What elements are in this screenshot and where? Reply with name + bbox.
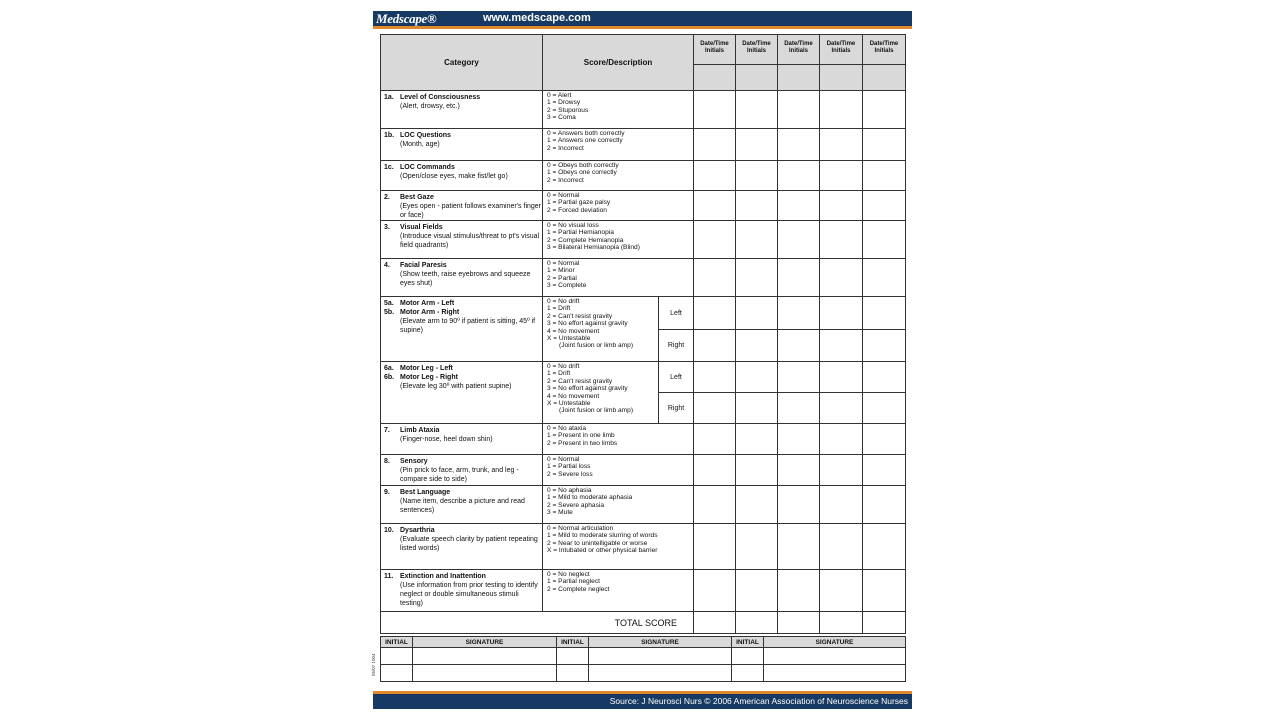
score-option: 1 = Mild to moderate slurring of words bbox=[547, 532, 658, 540]
score-entry-cell[interactable] bbox=[736, 424, 778, 455]
score-option: 0 = No ataxia bbox=[547, 425, 587, 432]
item-number: 6a. bbox=[384, 365, 394, 372]
item-instructions: (Eyes open - patient follows examiner's finger or face) bbox=[400, 203, 542, 219]
score-entry-cell[interactable] bbox=[778, 612, 820, 634]
score-header: Score/Description bbox=[543, 35, 694, 91]
item-name: Facial Paresis bbox=[400, 262, 447, 269]
score-option: 2 = Present in two limbs bbox=[547, 439, 618, 447]
item-name: Sensory bbox=[400, 458, 428, 465]
score-option: 2 = Stuporous bbox=[547, 106, 589, 114]
score-entry-cell[interactable] bbox=[820, 191, 863, 221]
score-option: 0 = No aphasia bbox=[547, 487, 592, 494]
category-label bbox=[384, 93, 542, 102]
signature-field[interactable] bbox=[764, 665, 906, 682]
score-entry-cell[interactable] bbox=[820, 297, 863, 330]
initial-field[interactable] bbox=[557, 665, 589, 682]
initial-header: INITIAL bbox=[557, 637, 589, 648]
scale-row bbox=[381, 91, 906, 129]
item-number: 8. bbox=[384, 458, 390, 465]
score-entry-cell[interactable] bbox=[863, 191, 906, 221]
score-option: 3 = Mute bbox=[547, 509, 573, 517]
scale-row bbox=[381, 486, 906, 524]
datetime-header: Date/Time Initials bbox=[736, 35, 778, 65]
score-entry-cell[interactable] bbox=[694, 330, 736, 362]
score-entry-cell[interactable] bbox=[863, 486, 906, 524]
item-number: 7. bbox=[384, 427, 390, 434]
item-instructions: (Elevate arm to 90º if patient is sitting, 45º if supine) bbox=[400, 318, 536, 334]
score-option: 2 = Partial bbox=[547, 274, 577, 282]
score-entry-cell[interactable] bbox=[863, 362, 906, 393]
item-instructions: (Pin prick to face, arm, trunk, and leg - compare side to side) bbox=[400, 467, 519, 483]
item-instructions: (Introduce visual stimulus/threat to pt's visual field quadrants) bbox=[400, 233, 540, 249]
score-entry-cell[interactable] bbox=[778, 424, 820, 455]
score-entry-cell[interactable] bbox=[694, 570, 736, 612]
signature-field[interactable] bbox=[413, 648, 557, 665]
score-option: 2 = Can't resist gravity bbox=[547, 377, 613, 385]
item-number: 5a. bbox=[384, 300, 394, 307]
score-option: 0 = No drift bbox=[547, 363, 580, 370]
score-entry-cell[interactable] bbox=[736, 129, 778, 161]
score-entry-cell[interactable] bbox=[736, 297, 778, 330]
item-name: Best Gaze bbox=[400, 194, 434, 201]
item-instructions: (Use information from prior testing to identify neglect or double simultaneous stimuli testing) bbox=[400, 582, 538, 607]
score-entry-cell[interactable] bbox=[863, 424, 906, 455]
initial-field[interactable] bbox=[381, 648, 413, 665]
item-instructions: (Open/close eyes, make fist/let go) bbox=[400, 173, 508, 180]
site-url[interactable]: www.medscape.com bbox=[483, 12, 591, 24]
item-number: 2. bbox=[384, 194, 390, 201]
item-number: 11. bbox=[384, 573, 394, 580]
datetime-header: Date/Time Initials bbox=[820, 35, 863, 65]
score-entry-cell[interactable] bbox=[694, 524, 736, 570]
score-note: (Joint fusion or limb amp) bbox=[559, 407, 634, 415]
category-cell bbox=[381, 161, 543, 191]
scale-row bbox=[381, 570, 906, 612]
score-entry-cell[interactable] bbox=[863, 393, 906, 424]
score-entry-cell[interactable] bbox=[694, 297, 736, 330]
score-option: 1 = Minor bbox=[547, 267, 575, 275]
score-entry-cell[interactable] bbox=[694, 455, 736, 486]
scale-row bbox=[381, 161, 906, 191]
medscape-logo: Medscape® bbox=[376, 11, 437, 26]
score-description-cell bbox=[543, 524, 694, 570]
score-description-cell bbox=[543, 221, 694, 259]
scale-row bbox=[381, 455, 906, 486]
score-description-cell bbox=[543, 91, 694, 129]
score-option: 3 = Bilateral Hemianopia (Blind) bbox=[547, 244, 640, 252]
signature-field[interactable] bbox=[589, 648, 732, 665]
score-option: 4 = No movement bbox=[547, 392, 600, 400]
score-entry-cell[interactable] bbox=[863, 129, 906, 161]
item-name: Extinction and Inattention bbox=[400, 573, 486, 580]
category-label bbox=[384, 261, 542, 270]
signature-header: SIGNATURE bbox=[589, 637, 732, 648]
motor_arm-row bbox=[381, 297, 906, 330]
score-entry-cell[interactable] bbox=[820, 161, 863, 191]
item-number: 9. bbox=[384, 489, 390, 496]
score-entry-cell[interactable] bbox=[736, 455, 778, 486]
item-number: 10. bbox=[384, 527, 394, 534]
score-entry-cell[interactable] bbox=[820, 455, 863, 486]
category-label bbox=[384, 308, 542, 317]
score-option: X = Intubated or other physical barrier bbox=[547, 547, 658, 555]
score-entry-cell[interactable] bbox=[736, 362, 778, 393]
score-option: 2 = Incorrect bbox=[547, 144, 584, 152]
category-label bbox=[384, 131, 542, 140]
score-entry-cell[interactable] bbox=[694, 393, 736, 424]
score-entry-cell[interactable] bbox=[778, 221, 820, 259]
score-option: 2 = Complete Hemianopia bbox=[547, 236, 624, 244]
score-entry-cell[interactable] bbox=[736, 612, 778, 634]
score-description-cell bbox=[543, 129, 694, 161]
score-entry-cell[interactable] bbox=[694, 191, 736, 221]
scale-row bbox=[381, 221, 906, 259]
item-number: 1a. bbox=[384, 94, 394, 101]
score-entry-cell[interactable] bbox=[778, 486, 820, 524]
score-entry-cell[interactable] bbox=[694, 259, 736, 297]
score-entry-cell[interactable] bbox=[820, 524, 863, 570]
score-entry-cell[interactable] bbox=[694, 424, 736, 455]
score-option: 4 = No movement bbox=[547, 327, 600, 335]
item-number: 1c. bbox=[384, 164, 394, 171]
score-option: 2 = Can't resist gravity bbox=[547, 312, 613, 320]
datetime-entry[interactable] bbox=[778, 65, 820, 91]
score-note: (Joint fusion or limb amp) bbox=[559, 342, 634, 350]
score-entry-cell[interactable] bbox=[694, 486, 736, 524]
item-instructions: (Show teeth, raise eyebrows and squeeze eyes shut) bbox=[400, 271, 531, 287]
datetime-entry[interactable] bbox=[863, 65, 906, 91]
score-entry-cell[interactable] bbox=[694, 362, 736, 393]
score-description-cell bbox=[543, 259, 694, 297]
category-label bbox=[384, 457, 542, 466]
item-name: Motor Leg - Left bbox=[400, 365, 453, 372]
initial-header: INITIAL bbox=[732, 637, 764, 648]
form-code: 05/07 1004 bbox=[371, 653, 376, 677]
score-entry-cell[interactable] bbox=[778, 297, 820, 330]
item-name: Dysarthria bbox=[400, 527, 435, 534]
total-row bbox=[381, 612, 906, 634]
item-instructions: (Elevate leg 30º with patient supine) bbox=[400, 383, 512, 390]
category-label bbox=[384, 488, 542, 497]
initial-field[interactable] bbox=[732, 665, 764, 682]
score-entry-cell[interactable] bbox=[820, 221, 863, 259]
score-entry-cell[interactable] bbox=[736, 524, 778, 570]
category-label bbox=[384, 163, 542, 172]
score-option: 0 = Normal articulation bbox=[547, 525, 614, 532]
category-header: Category bbox=[381, 35, 543, 91]
score-entry-cell[interactable] bbox=[736, 91, 778, 129]
score-entry-cell[interactable] bbox=[694, 221, 736, 259]
score-entry-cell[interactable] bbox=[736, 161, 778, 191]
item-number: 5b. bbox=[384, 309, 395, 316]
score-option: 1 = Drift bbox=[547, 305, 571, 313]
item-name: Best Language bbox=[400, 489, 451, 496]
score-entry-cell[interactable] bbox=[820, 570, 863, 612]
category-label bbox=[384, 223, 542, 232]
score-entry-cell[interactable] bbox=[694, 612, 736, 634]
category-cell bbox=[381, 455, 543, 486]
score-entry-cell[interactable] bbox=[736, 393, 778, 424]
signature-field[interactable] bbox=[764, 648, 906, 665]
score-option: 2 = Complete neglect bbox=[547, 585, 610, 593]
category-cell bbox=[381, 259, 543, 297]
score-option: X = Untestable bbox=[547, 335, 591, 343]
stroke-scale-sheet bbox=[373, 11, 912, 706]
score-option: 2 = Severe loss bbox=[547, 470, 593, 478]
motor_leg-row bbox=[381, 362, 906, 393]
score-entry-cell[interactable] bbox=[694, 161, 736, 191]
category-label bbox=[384, 299, 542, 308]
score-option: 2 = Severe aphasia bbox=[547, 501, 605, 509]
score-entry-cell[interactable] bbox=[778, 330, 820, 362]
signature-header: SIGNATURE bbox=[413, 637, 557, 648]
score-description-cell bbox=[543, 570, 694, 612]
category-label bbox=[384, 373, 542, 382]
score-option: 1 = Mild to moderate aphasia bbox=[547, 494, 633, 502]
signature-field[interactable] bbox=[413, 665, 557, 682]
score-entry-cell[interactable] bbox=[820, 393, 863, 424]
score-option: 0 = Normal bbox=[547, 456, 580, 463]
category-cell bbox=[381, 486, 543, 524]
category-cell bbox=[381, 91, 543, 129]
score-option: 0 = No drift bbox=[547, 298, 580, 305]
score-description-cell bbox=[543, 297, 659, 362]
datetime-header: Date/Time Initials bbox=[778, 35, 820, 65]
score-entry-cell[interactable] bbox=[820, 259, 863, 297]
score-option: 0 = Normal bbox=[547, 260, 580, 267]
score-entry-cell[interactable] bbox=[863, 455, 906, 486]
score-entry-cell[interactable] bbox=[694, 91, 736, 129]
category-label bbox=[384, 426, 542, 435]
score-entry-cell[interactable] bbox=[863, 297, 906, 330]
score-entry-cell[interactable] bbox=[778, 91, 820, 129]
item-instructions: (Evaluate speech clarity by patient repeating listed words) bbox=[400, 536, 538, 552]
score-option: 1 = Partial gaze palsy bbox=[547, 199, 611, 207]
item-number: 6b. bbox=[384, 374, 395, 381]
score-entry-cell[interactable] bbox=[820, 129, 863, 161]
score-option: 0 = Alert bbox=[547, 92, 572, 99]
score-description-cell bbox=[543, 362, 659, 424]
scale-row bbox=[381, 524, 906, 570]
scale-row bbox=[381, 129, 906, 161]
score-option: 1 = Answers one correctly bbox=[547, 137, 623, 145]
score-entry-cell[interactable] bbox=[736, 570, 778, 612]
category-cell bbox=[381, 570, 543, 612]
score-option: X = Untestable bbox=[547, 400, 591, 408]
score-entry-cell[interactable] bbox=[778, 455, 820, 486]
item-instructions: (Finger-nose, heel down shin) bbox=[400, 436, 493, 443]
scale-row bbox=[381, 259, 906, 297]
side-right-label: Right bbox=[659, 393, 694, 424]
score-option: 0 = Obeys both correctly bbox=[547, 162, 619, 169]
side-right-label: Right bbox=[659, 330, 694, 362]
signature-table bbox=[380, 636, 906, 682]
item-name: Motor Arm - Right bbox=[400, 309, 460, 316]
initial-field[interactable] bbox=[557, 648, 589, 665]
score-description-cell bbox=[543, 161, 694, 191]
score-entry-cell[interactable] bbox=[778, 161, 820, 191]
score-entry-cell[interactable] bbox=[736, 259, 778, 297]
item-name: Motor Arm - Left bbox=[400, 300, 455, 307]
score-description-cell bbox=[543, 191, 694, 221]
score-description-cell bbox=[543, 486, 694, 524]
score-description-cell bbox=[543, 455, 694, 486]
score-entry-cell[interactable] bbox=[736, 221, 778, 259]
score-entry-cell[interactable] bbox=[778, 393, 820, 424]
score-option: 3 = No effort against gravity bbox=[547, 320, 628, 328]
score-entry-cell[interactable] bbox=[694, 129, 736, 161]
score-entry-cell[interactable] bbox=[863, 524, 906, 570]
score-option: 2 = Incorrect bbox=[547, 176, 584, 184]
datetime-header: Date/Time Initials bbox=[694, 35, 736, 65]
scale-row bbox=[381, 424, 906, 455]
score-option: 0 = Answers both correctly bbox=[547, 130, 625, 137]
score-entry-cell[interactable] bbox=[736, 191, 778, 221]
score-entry-cell[interactable] bbox=[863, 612, 906, 634]
category-label bbox=[384, 193, 542, 202]
score-option: 3 = Coma bbox=[547, 114, 576, 122]
score-entry-cell[interactable] bbox=[863, 161, 906, 191]
item-number: 1b. bbox=[384, 132, 395, 139]
datetime-entry[interactable] bbox=[820, 65, 863, 91]
signature-field[interactable] bbox=[589, 665, 732, 682]
item-number: 3. bbox=[384, 224, 390, 231]
score-entry-cell[interactable] bbox=[820, 424, 863, 455]
header-bar bbox=[373, 11, 912, 29]
category-label bbox=[384, 364, 542, 373]
side-left-label: Left bbox=[659, 297, 694, 330]
item-number: 4. bbox=[384, 262, 390, 269]
score-option: 0 = No neglect bbox=[547, 571, 590, 578]
scale-table bbox=[380, 34, 906, 634]
item-name: Visual Fields bbox=[400, 224, 443, 231]
score-entry-cell[interactable] bbox=[778, 570, 820, 612]
score-entry-cell[interactable] bbox=[778, 362, 820, 393]
datetime-entry[interactable] bbox=[694, 65, 736, 91]
datetime-entry[interactable] bbox=[736, 65, 778, 91]
initial-field[interactable] bbox=[732, 648, 764, 665]
score-option: 1 = Partial Hemianopia bbox=[547, 229, 614, 237]
category-label bbox=[384, 526, 542, 535]
score-entry-cell[interactable] bbox=[778, 259, 820, 297]
category-cell bbox=[381, 129, 543, 161]
datetime-header: Date/Time Initials bbox=[863, 35, 906, 65]
score-entry-cell[interactable] bbox=[736, 330, 778, 362]
category-cell bbox=[381, 297, 543, 362]
initial-field[interactable] bbox=[381, 665, 413, 682]
scale-row bbox=[381, 191, 906, 221]
score-entry-cell[interactable] bbox=[820, 91, 863, 129]
score-option: 1 = Drowsy bbox=[547, 99, 581, 107]
score-option: 0 = No visual loss bbox=[547, 222, 599, 229]
score-entry-cell[interactable] bbox=[820, 486, 863, 524]
score-option: 2 = Forced deviation bbox=[547, 206, 607, 214]
score-option: 3 = Complete bbox=[547, 282, 587, 290]
total-score-label: TOTAL SCORE bbox=[381, 612, 694, 634]
item-name: Limb Ataxia bbox=[400, 427, 440, 434]
score-option: 2 = Near to unintelligable or worse bbox=[547, 539, 648, 547]
initial-header: INITIAL bbox=[381, 637, 413, 648]
item-instructions: (Month, age) bbox=[400, 141, 440, 148]
item-instructions: (Alert, drowsy, etc.) bbox=[400, 103, 460, 110]
score-option: 1 = Present in one limb bbox=[547, 432, 615, 440]
score-option: 1 = Drift bbox=[547, 370, 571, 378]
footer-bar bbox=[373, 691, 912, 709]
score-entry-cell[interactable] bbox=[863, 570, 906, 612]
score-entry-cell[interactable] bbox=[778, 524, 820, 570]
score-entry-cell[interactable] bbox=[820, 362, 863, 393]
score-entry-cell[interactable] bbox=[863, 330, 906, 362]
category-label bbox=[384, 572, 542, 581]
score-entry-cell[interactable] bbox=[863, 259, 906, 297]
category-cell bbox=[381, 424, 543, 455]
category-cell bbox=[381, 362, 543, 424]
category-cell bbox=[381, 191, 543, 221]
score-entry-cell[interactable] bbox=[736, 486, 778, 524]
score-option: 1 = Partial loss bbox=[547, 463, 591, 471]
score-entry-cell[interactable] bbox=[863, 221, 906, 259]
score-entry-cell[interactable] bbox=[778, 191, 820, 221]
side-left-label: Left bbox=[659, 362, 694, 393]
score-option: 0 = Normal bbox=[547, 192, 580, 199]
score-entry-cell[interactable] bbox=[863, 91, 906, 129]
score-option: 1 = Obeys one correctly bbox=[547, 169, 617, 177]
signature-header: SIGNATURE bbox=[764, 637, 906, 648]
item-name: Motor Leg - Right bbox=[400, 374, 458, 381]
score-option: 3 = No effort against gravity bbox=[547, 385, 628, 393]
item-name: LOC Commands bbox=[400, 164, 455, 171]
score-entry-cell[interactable] bbox=[778, 129, 820, 161]
item-instructions: (Name item, describe a picture and read sentences) bbox=[400, 498, 525, 514]
score-entry-cell[interactable] bbox=[820, 330, 863, 362]
score-entry-cell[interactable] bbox=[820, 612, 863, 634]
score-description-cell bbox=[543, 424, 694, 455]
item-name: LOC Questions bbox=[400, 132, 451, 139]
category-cell bbox=[381, 524, 543, 570]
item-name: Level of Consciousness bbox=[400, 94, 481, 101]
category-cell bbox=[381, 221, 543, 259]
score-option: 1 = Partial neglect bbox=[547, 578, 600, 586]
source-citation: Source: J Neurosci Nurs © 2006 American Association of Neuroscience Nurses bbox=[609, 696, 908, 706]
